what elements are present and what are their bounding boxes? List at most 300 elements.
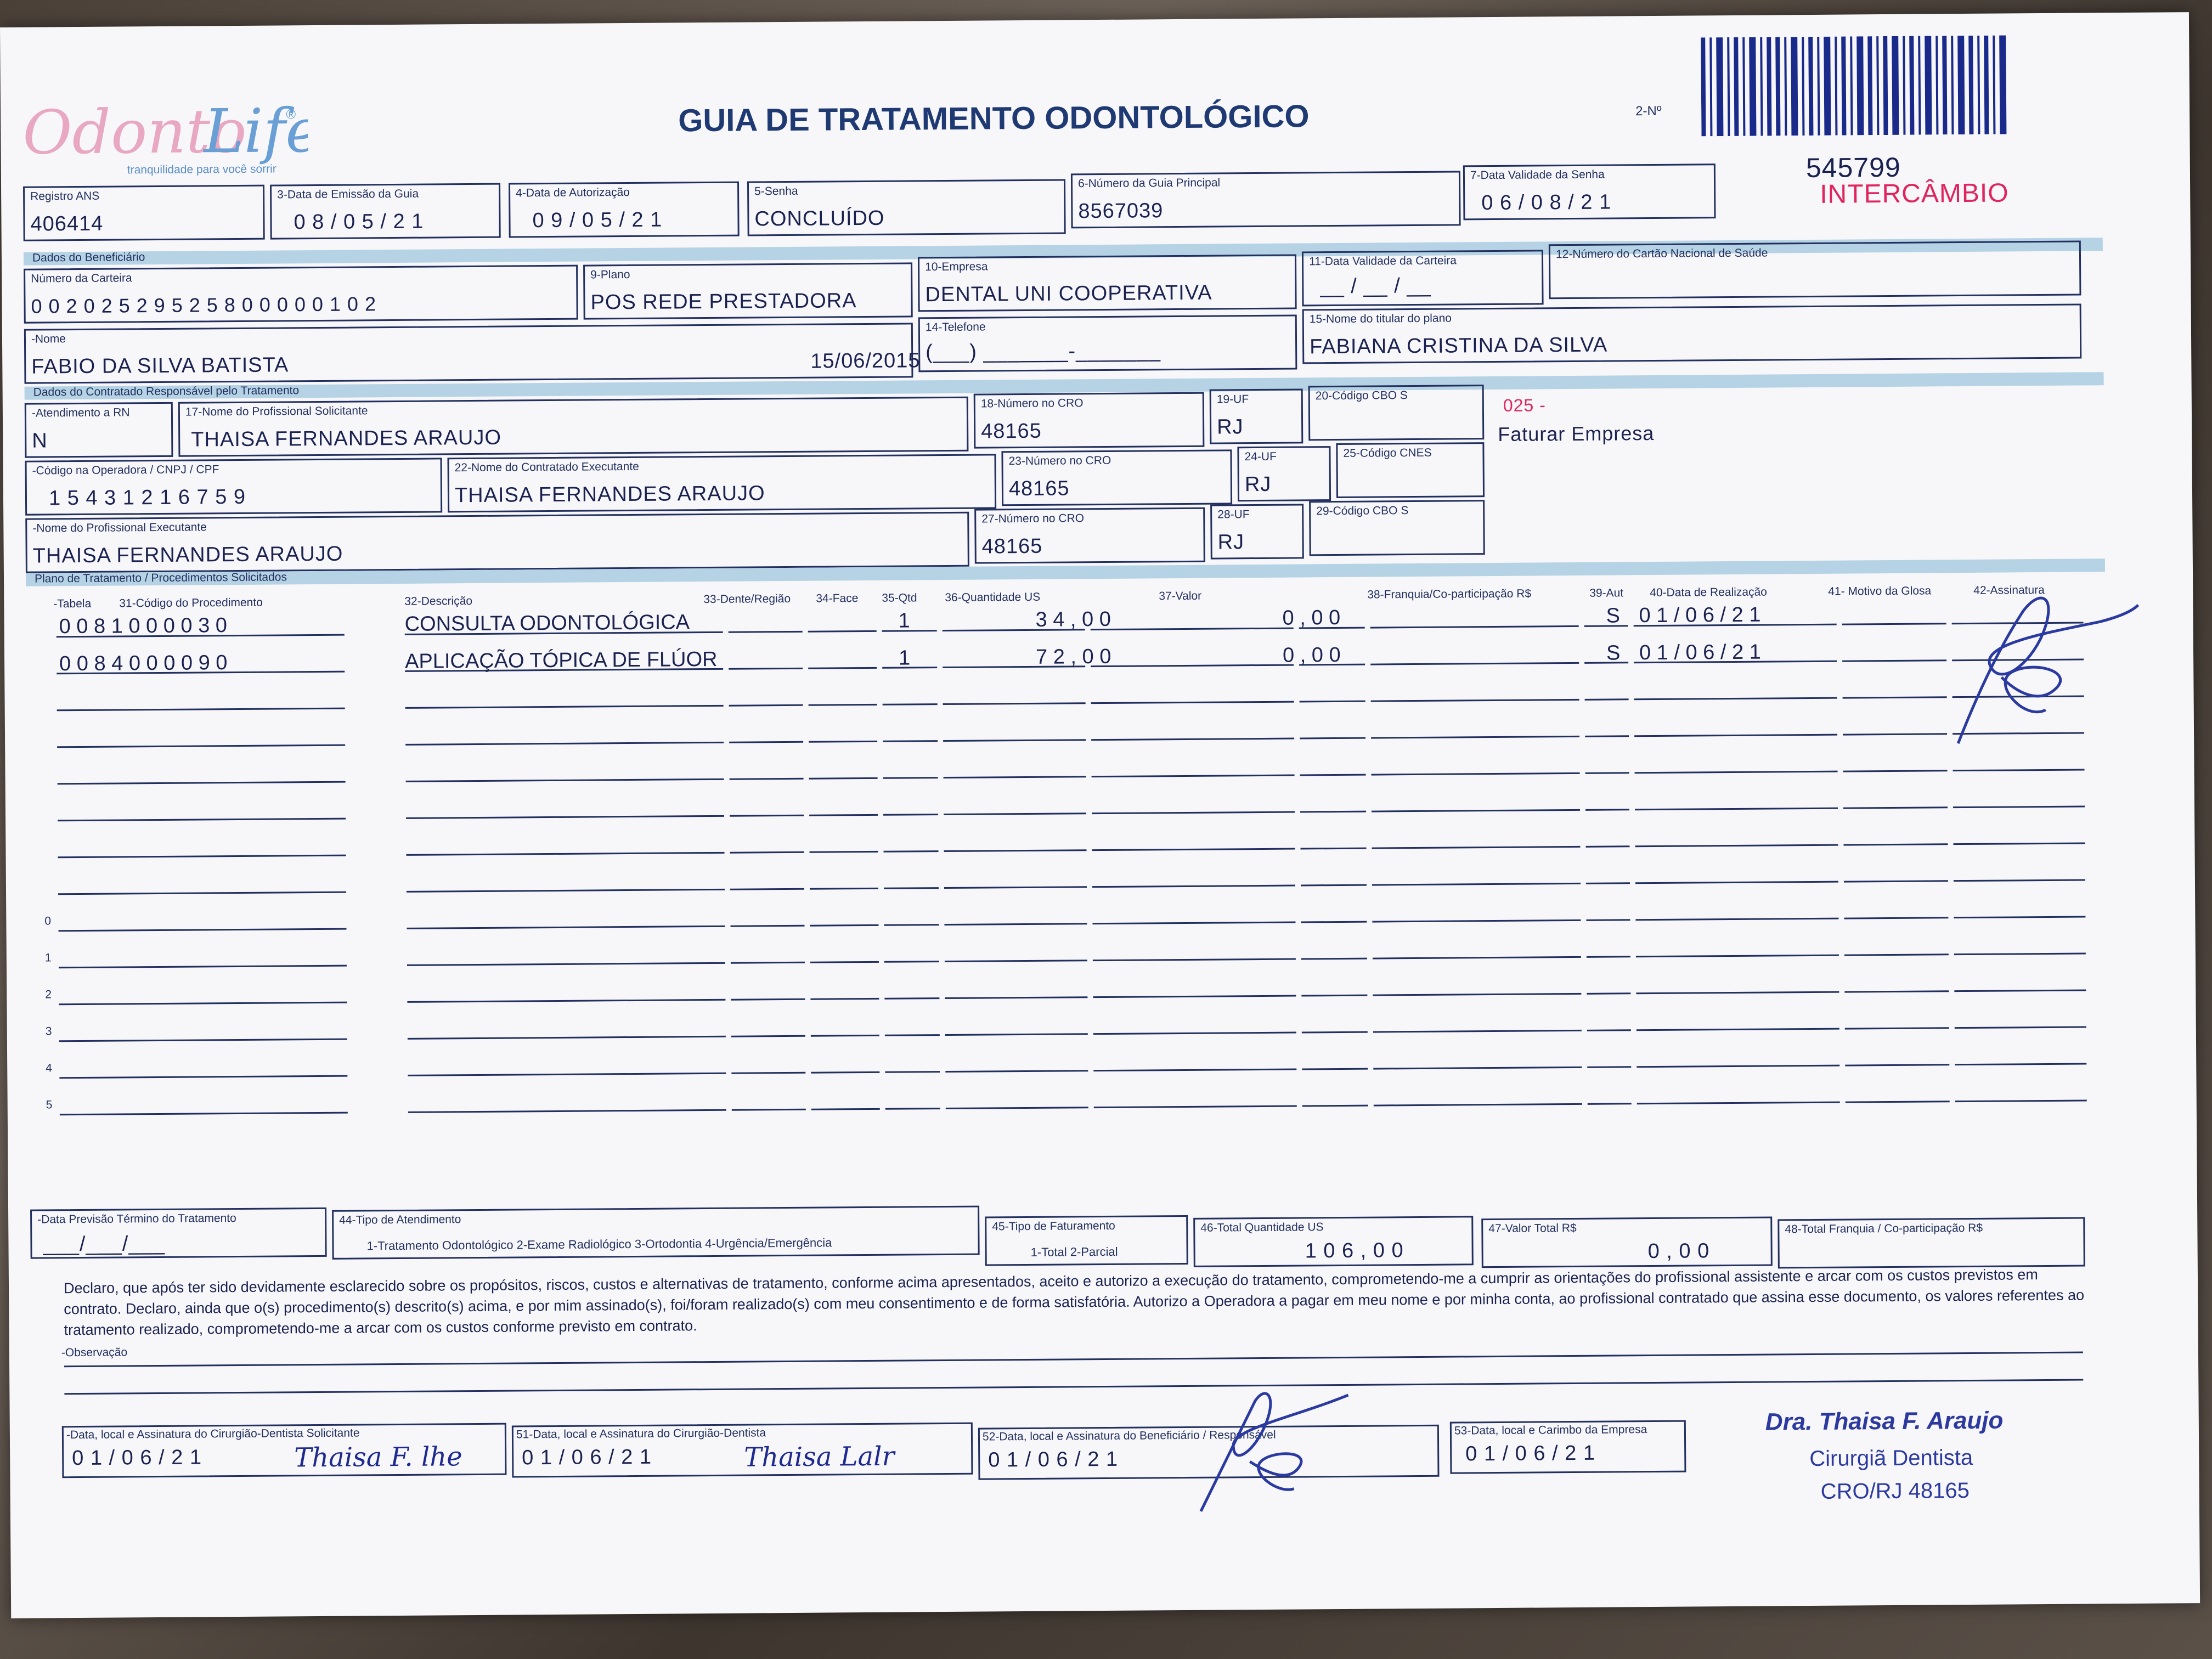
validade-senha-label: 7-Data Validade da Senha (1470, 168, 1605, 182)
proc-cell-line[interactable] (731, 998, 805, 1001)
proc-row-number: 4 (46, 1062, 53, 1075)
proc-cell-line[interactable] (1373, 1030, 1582, 1033)
previsao-label: -Data Previsão Término do Tratamento (37, 1212, 236, 1226)
plano-value: POS REDE PRESTADORA (590, 289, 857, 314)
proc-cell-line[interactable] (1092, 922, 1295, 925)
proc-cell-line[interactable] (1371, 699, 1579, 702)
proc-cell-line[interactable] (407, 999, 725, 1003)
proc-cell-line[interactable] (58, 855, 346, 859)
carteira-value: 0 0 2 0 2 5 2 9 5 2 5 8 0 0 0 0 0 1 0 2 (31, 292, 377, 318)
proc-cell-line[interactable] (731, 1072, 805, 1074)
cro23-label: 23-Número no CRO (1008, 454, 1111, 468)
prof-exec-value: THAISA FERNANDES ARAUJO (32, 542, 343, 568)
proc-cell-line[interactable] (884, 961, 939, 963)
proc-cell-line[interactable] (1302, 1031, 1368, 1034)
proc-cell-line[interactable] (944, 923, 1087, 926)
proc-cell-line[interactable] (1843, 770, 1948, 772)
cbo20-field[interactable] (1308, 385, 1485, 441)
proc-cell-line[interactable] (1091, 628, 1294, 631)
proc-cell-line[interactable] (810, 998, 879, 1000)
proc-cell-line[interactable] (407, 926, 725, 929)
proc-cell-line[interactable] (884, 887, 939, 889)
proc-cell-line[interactable] (60, 1112, 348, 1116)
intercambio-label: INTERCÂMBIO (1820, 178, 2009, 209)
svg-text:Odonto: Odonto (22, 95, 247, 168)
proc-cell-line[interactable] (1635, 881, 1838, 884)
proc-cell-line[interactable] (885, 1034, 940, 1036)
guia-principal-field[interactable] (1071, 171, 1461, 228)
uf24-field[interactable] (1237, 446, 1331, 501)
proc-cell-line[interactable] (730, 925, 804, 927)
proc-cell-line[interactable] (1301, 884, 1367, 887)
col-motivo-glosa: 41- Motivo da Glosa (1828, 584, 1932, 598)
proc-cell-line[interactable] (732, 1109, 806, 1111)
cbo29-field[interactable] (1309, 500, 1485, 556)
prof-exec-label: -Nome do Profissional Executante (32, 521, 207, 535)
sig50-date: 0 1 / 0 6 / 2 1 (72, 1446, 202, 1470)
plano-field[interactable] (583, 262, 913, 319)
beneficiary-signature (1183, 1379, 1360, 1525)
obs-text: Faturar Empresa (1498, 421, 1655, 445)
proc-cell-line[interactable] (405, 742, 724, 746)
atendimento-rn-label: -Atendimento a RN (31, 406, 130, 420)
valor-total-field[interactable] (1481, 1217, 1773, 1268)
proc-cell-line[interactable] (406, 778, 724, 782)
col-qtd: 35-Qtd (882, 591, 917, 605)
sig52-label: 52-Data, local e Assinatura do Beneficiário / Responsável (982, 1428, 1276, 1443)
proc-cell-line[interactable] (1843, 733, 1947, 735)
proc-cell-line[interactable] (810, 961, 879, 963)
proc-cell-line[interactable] (883, 703, 938, 706)
data-emissao-label: 3-Data de Emissão da Guia (277, 187, 419, 201)
validade-carteira-label: 11-Data Validade da Carteira (1308, 254, 1457, 268)
cro18-label: 18-Número no CRO (980, 397, 1084, 410)
proc-cell-line[interactable] (811, 1035, 879, 1037)
atendimento-rn-value: N (32, 429, 48, 453)
proc-cell-line[interactable] (58, 891, 346, 895)
logo-tagline: tranquilidade para você sorrir (127, 162, 276, 177)
proc-cell-line[interactable] (943, 739, 1086, 742)
proc-cell-line[interactable] (729, 741, 803, 743)
proc-cell-line[interactable] (1091, 738, 1294, 741)
proc-row-number: 3 (45, 1025, 52, 1038)
proc-cell-line[interactable] (1634, 697, 1837, 701)
proc-cell-line[interactable] (1372, 883, 1581, 886)
guia-principal-label: 6-Número da Guia Principal (1077, 176, 1221, 190)
col-assinatura: 42-Assinatura (1973, 584, 2045, 597)
proc-cell-line[interactable] (408, 1073, 726, 1076)
proc-cell-line[interactable] (1636, 955, 1839, 958)
proc-cell-line[interactable] (57, 708, 345, 712)
proc-cell-line[interactable] (407, 852, 725, 856)
proc-cell-line[interactable] (1637, 1028, 1839, 1031)
proc-cell-line[interactable] (1300, 848, 1366, 850)
proc-cell-line[interactable] (885, 1108, 940, 1110)
nome-value: FABIO DA SILVA BATISTA (31, 353, 289, 379)
proc-cell-line[interactable] (1845, 1064, 1949, 1066)
tipo-atendimento-label: 44-Tipo de Atendimento (339, 1213, 461, 1227)
proc-cell-line[interactable] (1954, 952, 2086, 955)
tipo-atendimento-field[interactable] (332, 1206, 980, 1260)
proc-cell-line[interactable] (808, 630, 877, 633)
proc-cell-line[interactable] (1302, 1105, 1368, 1107)
proc-cell-line[interactable] (1091, 701, 1294, 704)
proc-cell-line[interactable] (1092, 811, 1295, 815)
proc-cell-line[interactable] (1370, 662, 1579, 665)
proc-cell-line[interactable] (407, 962, 725, 966)
proc-cell-line[interactable] (1955, 1063, 2086, 1065)
proc-cell-line[interactable] (1953, 843, 2085, 845)
uf19-field[interactable] (1210, 388, 1304, 444)
proc-cell-line[interactable] (1370, 625, 1579, 629)
proc-cell-line[interactable] (1637, 1065, 1839, 1068)
nascimento-value: 15/06/2015 (810, 349, 921, 373)
proc-cell-line[interactable] (945, 996, 1087, 999)
total-us-value: 1 0 6 , 0 0 (1305, 1239, 1404, 1263)
data-emissao-value: 0 8 / 0 5 / 2 1 (294, 210, 424, 234)
proc-cell-line[interactable] (57, 744, 345, 748)
section-title-procedimentos: Plano de Tratamento / Procedimentos Solicitados (34, 571, 287, 585)
proc-cell-line[interactable] (883, 740, 938, 742)
plano-label: 9-Plano (590, 268, 630, 281)
proc-cell-line[interactable] (408, 1109, 726, 1113)
proc-row-number: 0 (44, 915, 52, 928)
proc-cell-line[interactable] (883, 814, 938, 816)
proc-cell-line[interactable] (1585, 772, 1629, 774)
proc-cell-line[interactable] (1373, 1066, 1582, 1070)
uf28-value: RJ (1217, 531, 1245, 554)
sig51-handwriting: Thaisa Lalr (744, 1441, 895, 1473)
empresa-label: 10-Empresa (925, 260, 988, 274)
proc-row-1-data: 0 1 / 0 6 / 2 1 (1639, 603, 1761, 628)
prof-solicitante-value: THAISA FERNANDES ARAUJO (191, 426, 502, 452)
proc-cell-line[interactable] (1954, 989, 2086, 992)
proc-cell-line[interactable] (408, 1036, 726, 1040)
cro18-field[interactable] (974, 392, 1205, 449)
guia-principal-value: 8567039 (1078, 199, 1164, 223)
nome-label: -Nome (31, 332, 66, 346)
proc-cell-line[interactable] (730, 851, 804, 854)
proc-cell-line[interactable] (1587, 1066, 1631, 1068)
proc-cell-line[interactable] (1635, 771, 1838, 774)
col-dente: 33-Dente/Região (703, 592, 791, 606)
proc-cell-line[interactable] (729, 631, 803, 633)
proc-cell-line[interactable] (1635, 844, 1838, 848)
senha-label: 5-Senha (754, 184, 798, 198)
proc-cell-line[interactable] (811, 1071, 879, 1074)
proc-cell-line[interactable] (1634, 734, 1837, 737)
document-title: GUIA DE TRATAMENTO ODONTOLÓGICO (678, 98, 1310, 139)
cro27-field[interactable] (974, 507, 1205, 564)
proc-cell-line[interactable] (884, 850, 939, 853)
col-codigo: 31-Código do Procedimento (119, 596, 263, 610)
proc-cell-line[interactable] (1844, 990, 1949, 992)
proc-cell-line[interactable] (1587, 1029, 1631, 1031)
proc-cell-line[interactable] (406, 815, 724, 819)
sig52-date: 0 1 / 0 6 / 2 1 (988, 1447, 1119, 1472)
sig53-label: 53-Data, local e Carimbo da Empresa (1454, 1423, 1647, 1437)
registro-ans-label: Registro ANS (30, 189, 100, 203)
cnes-label: 25-Código CNES (1343, 446, 1432, 460)
proc-cell-line[interactable] (1587, 992, 1630, 995)
proc-cell-line[interactable] (1954, 916, 2085, 919)
proc-cell-line[interactable] (1093, 995, 1296, 998)
proc-cell-line[interactable] (1585, 698, 1629, 701)
proc-cell-line[interactable] (407, 889, 725, 893)
previsao-field[interactable]: -Data Previsão Término do Tratamento ___/___/___ (30, 1207, 327, 1259)
proc-cell-line[interactable] (944, 849, 1087, 852)
cro27-value: 48165 (981, 534, 1043, 558)
proc-cell-line[interactable] (944, 812, 1086, 815)
senha-value: CONCLUÍDO (754, 206, 885, 231)
section-title-beneficiario: Dados do Beneficiário (32, 251, 145, 264)
cro23-field[interactable] (1001, 449, 1232, 506)
cro18-value: 48165 (981, 419, 1042, 443)
proc-cell-line[interactable] (1587, 956, 1630, 958)
proc-cell-line[interactable] (1954, 879, 2085, 882)
contratado-exec-label: 22-Nome do Contratado Executante (454, 460, 639, 475)
titular-value: FABIANA CRISTINA DA SILVA (1309, 333, 1608, 359)
proc-cell-line[interactable] (946, 1107, 1088, 1109)
proc-cell-line[interactable] (1372, 809, 1580, 812)
sig51-field[interactable] (512, 1423, 973, 1478)
proc-cell-line[interactable] (1371, 736, 1579, 739)
proc-cell-line[interactable] (808, 667, 877, 669)
empresa-field[interactable] (918, 255, 1297, 312)
proc-row-number: 1 (44, 951, 52, 964)
carteira-label: Número da Carteira (31, 272, 132, 285)
uf19-value: RJ (1216, 415, 1244, 439)
proc-cell-line[interactable] (1094, 1105, 1297, 1109)
proc-cell-line[interactable] (884, 924, 939, 926)
proc-cell-line[interactable] (810, 851, 878, 853)
proc-cell-line[interactable] (1301, 921, 1367, 923)
proc-cell-line[interactable] (945, 960, 1087, 962)
validade-senha-value: 0 6 / 0 8 / 2 1 (1481, 190, 1612, 215)
data-emissao-field[interactable] (270, 183, 501, 240)
proc-cell-line[interactable] (1953, 769, 2085, 772)
proc-cell-line[interactable] (944, 886, 1087, 889)
titular-label: 15-Nome do titular do plano (1309, 312, 1452, 326)
registro-ans-field[interactable] (23, 185, 265, 241)
proc-cell-line[interactable] (884, 997, 939, 1000)
proc-cell-line[interactable] (731, 962, 805, 964)
proc-cell-line[interactable] (1373, 993, 1581, 996)
proc-cell-line[interactable] (1092, 775, 1295, 778)
proc-cell-line[interactable] (1372, 846, 1580, 849)
proc-cell-line[interactable] (1091, 664, 1294, 668)
proc-cell-line[interactable] (59, 1075, 347, 1079)
proc-cell-line[interactable] (1585, 735, 1629, 737)
proc-cell-line[interactable] (729, 668, 803, 670)
proc-cell-line[interactable] (731, 1035, 805, 1037)
proc-cell-line[interactable] (1093, 1032, 1296, 1035)
proc-cell-line[interactable] (809, 704, 877, 706)
section-title-contratado: Dados do Contratado Responsável pelo Tratamento (33, 384, 300, 399)
col-face: 34-Face (816, 592, 859, 605)
proc-cell-line[interactable] (1635, 918, 1838, 921)
stamp-cro: CRO/RJ 48165 (1820, 1479, 1970, 1504)
svg-text:®: ® (286, 107, 296, 122)
stamp-name: Dra. Thaisa F. Araujo (1765, 1407, 2004, 1436)
sig51-date: 0 1 / 0 6 / 2 1 (522, 1445, 652, 1470)
validade-senha-field[interactable] (1463, 163, 1716, 220)
proc-cell-line[interactable] (59, 1039, 347, 1042)
proc-row-2-codigo: 0 0 8 4 0 0 0 0 9 0 (59, 651, 228, 676)
proc-cell-line[interactable] (810, 888, 878, 890)
obs-code: 025 - (1503, 395, 1546, 415)
contratado-exec-field[interactable] (447, 454, 996, 512)
proc-cell-line[interactable] (1093, 1069, 1296, 1072)
tipo-faturamento-field[interactable] (985, 1215, 1188, 1266)
procedure-signature-graphic (1935, 578, 2145, 766)
data-autorizacao-value: 0 9 / 0 5 / 2 1 (532, 208, 663, 233)
proc-row-2-valor: 0 , 0 0 (1282, 643, 1341, 667)
sig50-field[interactable] (62, 1423, 507, 1479)
proc-cell-line[interactable] (1586, 919, 1630, 921)
titular-field[interactable] (1302, 304, 2082, 364)
proc-cell-line[interactable] (944, 776, 1086, 778)
telefone-label: 14-Telefone (925, 320, 986, 334)
proc-cell-line[interactable] (58, 928, 346, 932)
proc-cell-line[interactable] (405, 705, 724, 709)
proc-cell-line[interactable] (885, 1071, 940, 1073)
proc-cell-line[interactable] (1588, 1103, 1632, 1105)
proc-cell-line[interactable] (1955, 1026, 2086, 1029)
proc-cell-line[interactable] (1092, 848, 1295, 851)
proc-cell-line[interactable] (1842, 659, 1946, 662)
proc-row-2-qtd-us: 7 2 , 0 0 (1035, 645, 1111, 669)
col-data-realizacao: 40-Data de Realização (1650, 585, 1767, 600)
validade-carteira-field[interactable]: 11-Data Validade da Carteira __ / __ / __ (1302, 250, 1544, 306)
proc-cell-line[interactable] (945, 1070, 1088, 1073)
proc-cell-line[interactable] (1301, 958, 1367, 960)
proc-cell-line[interactable] (943, 702, 1086, 705)
guide-paper (0, 12, 2200, 1618)
tipo-faturamento-options: 1-Total 2-Parcial (1030, 1244, 1118, 1259)
proc-cell-line[interactable] (1843, 806, 1948, 809)
proc-cell-line[interactable] (1635, 808, 1838, 811)
proc-cell-line[interactable] (1372, 772, 1580, 776)
total-franquia-field[interactable] (1778, 1217, 2085, 1269)
proc-cell-line[interactable] (1844, 880, 1948, 882)
proc-cell-line[interactable] (1300, 774, 1366, 776)
codigo-operadora-value: 1 5 4 3 1 2 1 6 7 5 9 (48, 485, 246, 510)
total-us-label: 46-Total Quantidade US (1200, 1221, 1324, 1234)
proc-cell-line[interactable] (1585, 809, 1629, 811)
prof-solicitante-field[interactable] (178, 397, 969, 457)
cbo29-label: 29-Código CBO S (1316, 504, 1409, 518)
proc-cell-line[interactable] (1301, 995, 1367, 997)
proc-cell-line[interactable] (730, 778, 804, 780)
nome-field[interactable] (24, 323, 921, 383)
proc-cell-line[interactable] (1637, 1102, 1840, 1105)
proc-cell-line[interactable] (730, 888, 804, 890)
proc-cell-line[interactable] (1586, 882, 1630, 884)
sig50-handwriting: Thaisa F. lhe (294, 1441, 462, 1474)
total-franquia-label: 48-Total Franquia / Co-participação R$ (1785, 1221, 1983, 1236)
data-autorizacao-field[interactable] (509, 182, 740, 238)
proc-row-2-data: 0 1 / 0 6 / 2 1 (1639, 640, 1762, 665)
proc-cell-line[interactable] (1093, 958, 1296, 962)
proc-row-number: 2 (45, 988, 52, 1001)
proc-cell-line[interactable] (59, 965, 347, 969)
proc-cell-line[interactable] (1374, 1103, 1582, 1107)
telefone-field[interactable]: 14-Telefone (___) _______-_______ (918, 315, 1297, 373)
proc-row-1-qtd-us: 3 4 , 0 0 (1035, 607, 1111, 631)
proc-cell-line[interactable] (810, 924, 878, 927)
codigo-operadora-field[interactable] (25, 458, 443, 515)
proc-cell-line[interactable] (1302, 1068, 1368, 1070)
senha-field[interactable] (747, 179, 1066, 236)
proc-row-2-aut: S (1606, 641, 1621, 665)
proc-row-1-codigo: 0 0 8 1 0 0 0 0 3 0 (59, 614, 228, 639)
proc-cell-line[interactable] (1843, 696, 1947, 698)
proc-cell-line[interactable] (809, 777, 878, 780)
prof-solicitante-label: 17-Nome do Profissional Solicitante (185, 404, 368, 419)
observacao-line-2 (64, 1379, 2083, 1395)
uf28-field[interactable] (1210, 504, 1304, 559)
proc-cell-line[interactable] (1636, 991, 1839, 995)
proc-cell-line[interactable] (58, 781, 346, 785)
proc-cell-line[interactable] (1844, 953, 1949, 956)
col-valor: 37-Valor (1159, 589, 1202, 603)
declaracao-text: Declaro, que após ter sido devidamente esclarecido sobre os propósitos, riscos, custos e alternativas de tratamento, conforme acima apresentados, aceito e autorizo a execução do tratamento, comprometendo-me a cumprir as orientações do profissional assistente e arcar com os custos previstos em contrato. Declaro, ainda que o(s) procedimento(s) descrito(s) acima, e por mim assinado(s), foi/foram realizado(s) com meu consentimento e de forma satisfatória. Autorizo a Operadora a pagar em meu nome e por minha conta, ao profissional contratado que assina esse documento, os valores referentes ao tratamento realizado, comprometendo-me a arcar com os custos conforme previsto em contrato. (63, 1266, 2085, 1339)
proc-cell-line[interactable] (811, 1108, 880, 1110)
proc-cell-line[interactable] (1842, 623, 1946, 625)
proc-cell-line[interactable] (729, 704, 803, 707)
prof-exec-field[interactable] (25, 512, 969, 573)
cns-field[interactable] (1549, 241, 2081, 300)
codigo-operadora-label: -Código na Operadora / CNPJ / CPF (32, 463, 219, 477)
proc-cell-line[interactable] (1585, 845, 1629, 848)
proc-cell-line[interactable] (1373, 956, 1581, 960)
proc-cell-line[interactable] (58, 818, 346, 822)
proc-cell-line[interactable] (1092, 885, 1295, 888)
proc-cell-line[interactable] (809, 741, 877, 743)
proc-cell-line[interactable] (1843, 843, 1948, 845)
proc-cell-line[interactable] (1953, 806, 2085, 809)
cns-label: 12-Número do Cartão Nacional de Saúde (1555, 246, 1768, 261)
carteira-field[interactable] (24, 265, 578, 324)
cnes-field[interactable] (1336, 442, 1485, 498)
proc-cell-line[interactable] (1844, 917, 1948, 919)
proc-cell-line[interactable] (1300, 811, 1366, 813)
beneficiary-signature-graphic (1183, 1379, 1360, 1522)
proc-cell-line[interactable] (730, 815, 804, 817)
barcode-graphic (1701, 35, 2008, 136)
valor-total-value: 0 , 0 0 (1647, 1239, 1710, 1263)
proc-cell-line[interactable] (1955, 1099, 2087, 1102)
col-qtd-us: 36-Quantidade US (945, 590, 1041, 605)
proc-cell-line[interactable] (1300, 737, 1365, 740)
total-us-field[interactable] (1193, 1216, 1474, 1267)
proc-cell-line[interactable] (883, 777, 938, 779)
empresa-value: DENTAL UNI COOPERATIVA (925, 281, 1212, 307)
proc-cell-line[interactable] (1846, 1101, 1950, 1103)
col-aut: 39-Aut (1589, 586, 1624, 600)
col-descricao: 32-Descrição (404, 595, 473, 608)
atendimento-rn-field[interactable] (25, 402, 173, 458)
sig53-field[interactable] (1450, 1420, 1686, 1474)
barcode (1701, 35, 2008, 139)
proc-cell-line[interactable] (945, 1033, 1088, 1036)
proc-cell-line[interactable] (1300, 701, 1365, 703)
proc-cell-line[interactable] (1845, 1027, 1949, 1029)
proc-cell-line[interactable] (809, 814, 878, 816)
proc-cell-line[interactable] (1372, 919, 1581, 923)
proc-cell-line[interactable] (59, 1002, 347, 1006)
